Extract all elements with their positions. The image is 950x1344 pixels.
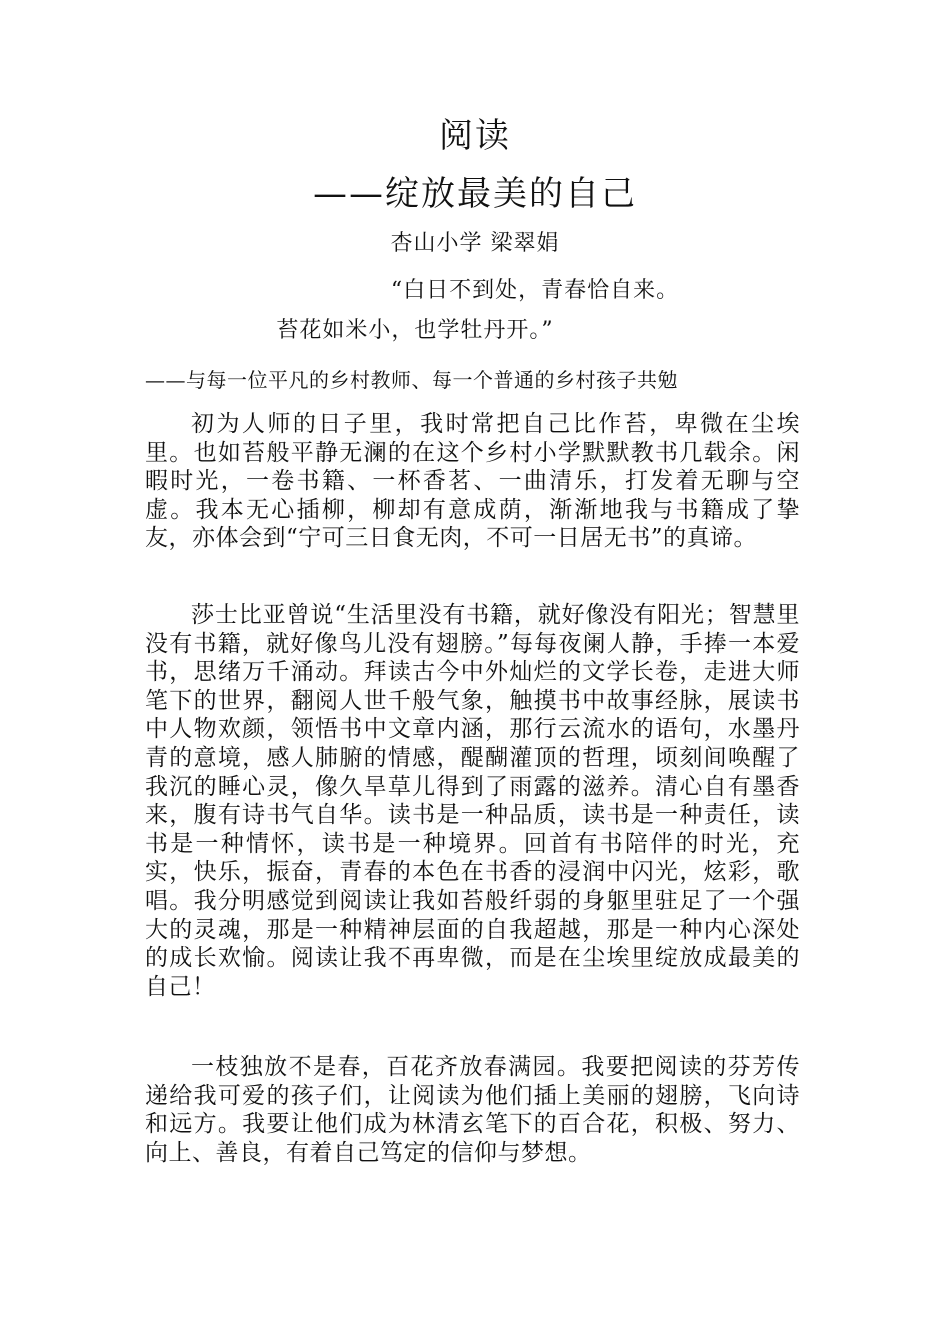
body-paragraph-1: 初为人师的日子里，我时常把自己比作苔，卑微在尘埃里。也如苔般平静无澜的在这个乡村小学默默教书几载余。闲暇时光，一卷书籍、一杯香茗、一曲清乐，打发着无聊与空虚。我本无心插柳，柳却有意成荫，渐渐地我与书籍成了挚友，亦体会到“宁可三日食无肉，不可一日居无书”的真谛。	[145, 411, 800, 552]
author-line: 杏山小学 梁翠娟	[390, 231, 560, 256]
body-paragraph-3: 一枝独放不是春，百花齐放春满园。我要把阅读的芬芳传递给我可爱的孩子们，让阅读为他们插上美丽的翅膀，飞向诗和远方。我要让他们成为林清玄笔下的百合花，积极、努力、向上、善良，有着自己笃定的信仰与梦想。	[145, 1054, 800, 1166]
body-paragraph-2: 莎士比亚曾说“生活里没有书籍，就好像没有阳光；智慧里没有书籍，就好像鸟儿没有翅膀。”每每夜阑人静，手捧一本爱书，思绪万千涌动。拜读古今中外灿烂的文学长卷，走进大师笔下的世界，翻阅人世千般气象，触摸书中故事经脉，展读书中人物欢颜，领悟书中文章内涵，那行云流水的语句，水墨丹青的意境，感人肺腑的情感，醍醐灌顶的哲理，顷刻间唤醒了我沉的睡心灵，像久旱草儿得到了雨露的滋养。清心自有墨香来，腹有诗书气自华。读书是一种品质，读书是一种责任，读书是一种情怀，读书是一种境界。回首有书陪伴的时光，充实，快乐，振奋，青春的本色在书香的浸润中闪光，炫彩，歌唱。我分明感觉到阅读让我如苔般纤弱的身躯里驻足了一个强大的灵魂，那是一种精神层面的自我超越，那是一种内心深处的成长欢愉。阅读让我不再卑微，而是在尘埃里绽放成最美的自己！	[145, 602, 800, 1000]
page-title: 阅读	[439, 116, 511, 156]
page-subtitle: ——绽放最美的自己	[313, 174, 637, 214]
dedication-line: ——与每一位平凡的乡村教师、每一个普通的乡村孩子共勉	[145, 368, 678, 392]
poem-line-1: “白日不到处，青春恰自来。	[390, 278, 680, 303]
poem-line-2: 苔花如米小，也学牡丹开。”	[276, 318, 554, 343]
